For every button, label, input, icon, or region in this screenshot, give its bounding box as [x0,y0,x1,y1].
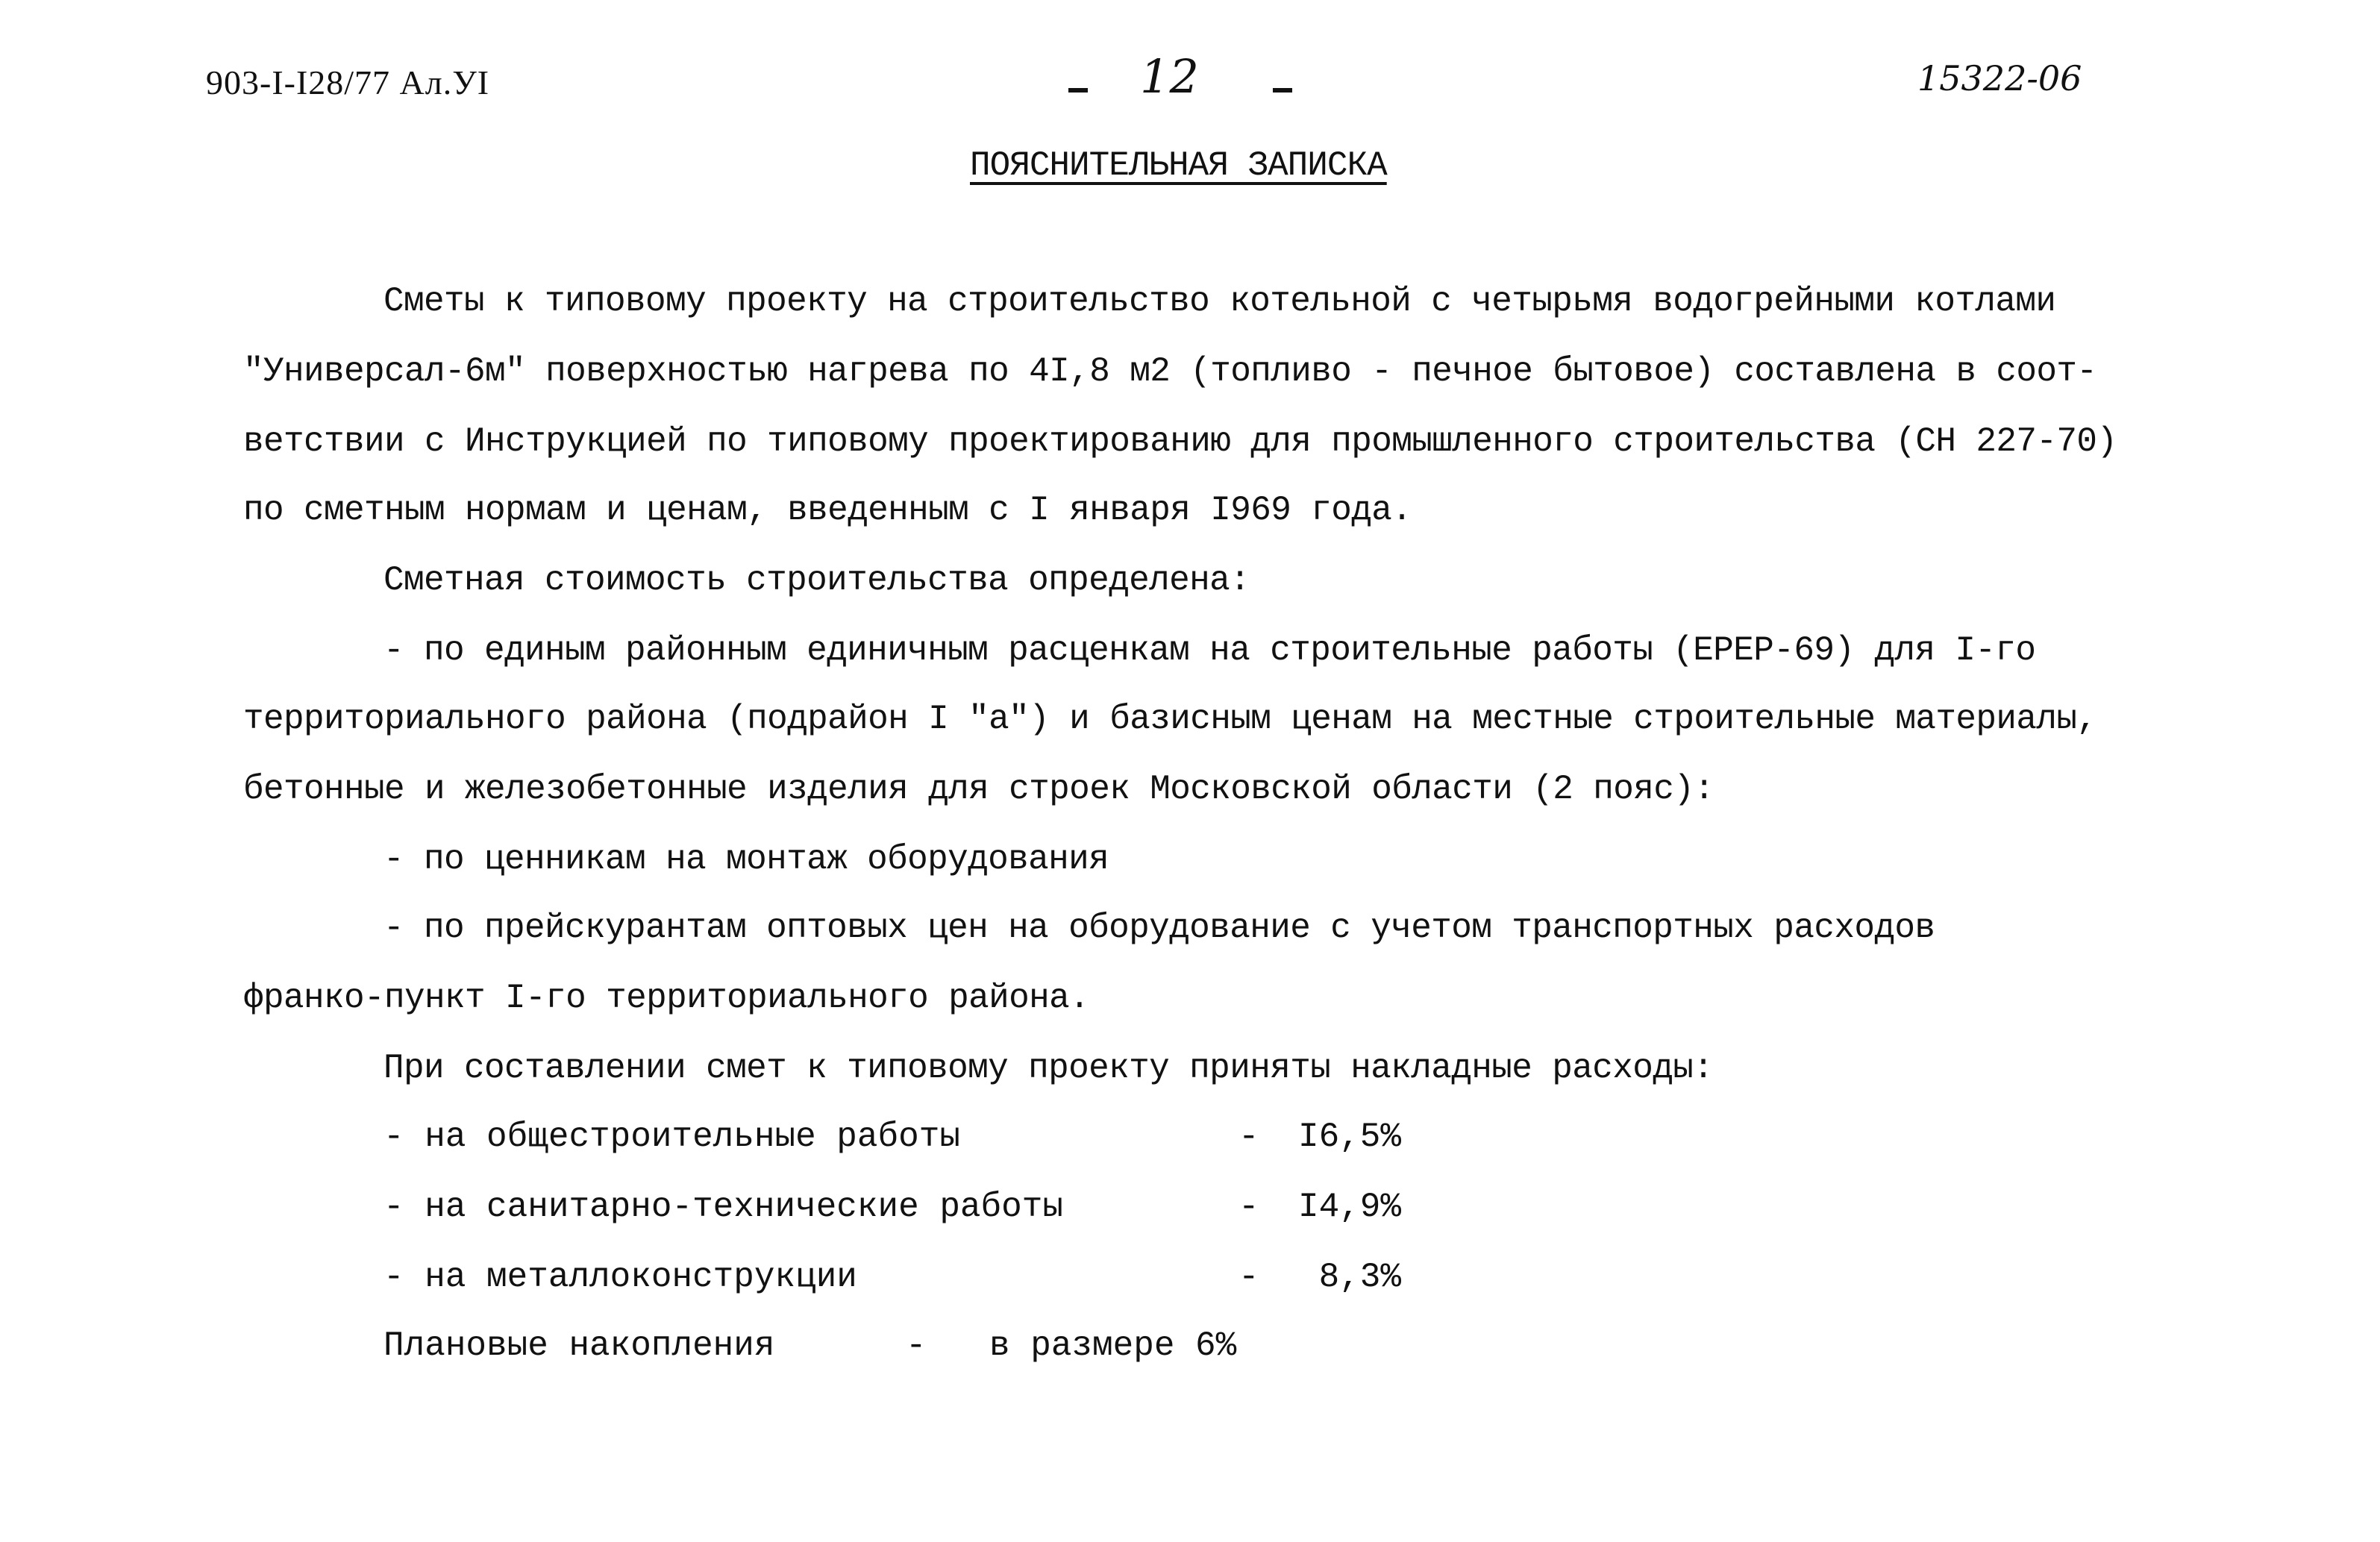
body-line: бетонные и железобетонные изделия для строек Московской области (2 пояс): [243,770,1714,809]
document-code: 903-I-I28/77 Ал.УI [206,63,490,101]
body-line: - по единым районным единичным расценкам на строительные работы (ЕРЕР-69) для I-го [383,631,2036,670]
page-number-dash-right [1273,88,1292,93]
page-number: 12 [1140,49,1199,104]
body-line: "Универсал-6м" поверхностью нагрева по 4I,8 м2 (топливо - печное бытовое) составлена в соот- [243,352,2097,391]
body-line: - по ценникам на монтаж оборудования [383,840,1109,879]
body-line: ветствии с Инструкцией по типовому проектированию для промышленного строительства (СН 227-70) [243,422,2117,461]
overhead-rate-dash: - [1238,1258,1259,1297]
page-title: ПОЯСНИТЕЛЬНАЯ ЗАПИСКА [970,146,1387,185]
planned-accumulation-label: Плановые накопления [383,1326,775,1365]
body-line: территориального района (подрайон I "а") и базисным ценам на местные строительные материалы, [243,700,2097,739]
body-line: Сметная стоимость строительства определена: [383,561,1250,600]
planned-accumulation-value: в размере 6% [989,1326,1237,1365]
overhead-rate-label: - на общестроительные работы [383,1118,960,1156]
overhead-rate-label: - на санитарно-технические работы [383,1188,1063,1226]
body-line: по сметным нормам и ценам, введенным с I января I969 года. [243,491,1412,530]
overhead-rate-value: I4,9% [1297,1188,1401,1226]
body-line: франко-пункт I-го территориального района. [243,979,1090,1018]
page-number-dash-left [1068,88,1088,93]
body-line: - по прейскурантам оптовых цен на оборудование с учетом транспортных расходов [383,909,1935,947]
overhead-rate-label: - на металлоконструкции [383,1258,857,1297]
body-line: При составлении смет к типовому проекту приняты накладные расходы: [383,1049,1714,1088]
inventory-number: 15322-06 [1917,58,2082,98]
overhead-rate-dash: - [1238,1118,1259,1156]
planned-accumulation-dash: - [906,1326,927,1365]
overhead-rate-value: I6,5% [1297,1118,1401,1156]
body-line: Сметы к типовому проекту на строительство котельной с четырьмя водогрейными котлами [383,282,2056,321]
overhead-rate-value: 8,3% [1318,1258,1401,1297]
overhead-rate-dash: - [1238,1188,1259,1226]
